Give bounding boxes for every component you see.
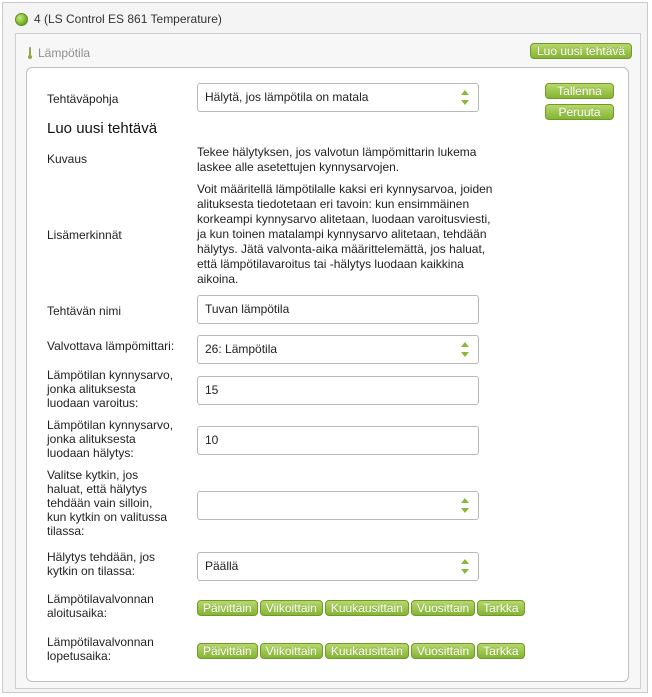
task-form: [26, 67, 629, 682]
temperature-panel: [15, 33, 641, 689]
panel-title-text: Lämpötila: [38, 46, 91, 60]
start-yearly-button[interactable]: Vuosittain: [411, 600, 475, 616]
warning-threshold-label: Lämpötilan kynnysarvo, jonka alituksesta luodaan varoitus:: [47, 368, 174, 410]
thermometer-icon: [28, 47, 32, 59]
device-container: [2, 2, 648, 693]
switch-label: Valitse kytkin, jos haluat, että hälytys tehdään vain silloin, kun kytkin on valitussa tilassa:: [47, 468, 168, 538]
cancel-button[interactable]: Peruuta: [545, 104, 614, 120]
notes-label: Lisämerkinnät: [47, 228, 122, 242]
start-time-buttons: [197, 600, 525, 616]
select-arrows-icon: [461, 342, 470, 358]
end-weekly-button[interactable]: Viikoittain: [260, 643, 323, 659]
new-task-button[interactable]: Luo uusi tehtävä: [530, 43, 632, 59]
switch-select[interactable]: [197, 491, 479, 520]
task-name-label: Tehtävän nimi: [47, 304, 122, 318]
switch-state-label: Hälytys tehdään, jos kytkin on tilassa:: [47, 550, 156, 578]
template-select-value: Hälytä, jos lämpötila on matala: [205, 90, 369, 104]
switch-state-select-value: Päällä: [205, 559, 239, 573]
end-yearly-button[interactable]: Vuosittain: [411, 643, 475, 659]
template-select[interactable]: [197, 83, 479, 112]
sensor-select-value: 26: Lämpötila: [205, 342, 278, 356]
save-button[interactable]: Tallenna: [545, 83, 614, 99]
start-monthly-button[interactable]: Kuukausittain: [325, 600, 409, 616]
start-exact-button[interactable]: Tarkka: [477, 600, 524, 616]
description-label: Kuvaus: [47, 152, 88, 166]
template-label: Tehtäväpohja: [47, 92, 119, 106]
start-time-label: Lämpötilavalvonnan aloitusaika:: [47, 592, 154, 620]
start-weekly-button[interactable]: Viikoittain: [260, 600, 323, 616]
device-title: 4 (LS Control ES 861 Temperature): [34, 12, 222, 26]
device-header: [15, 11, 222, 27]
select-arrows-icon: [461, 498, 470, 514]
status-indicator-icon: [15, 13, 28, 26]
end-daily-button[interactable]: Päivittäin: [197, 643, 258, 659]
form-heading: Luo uusi tehtävä: [47, 120, 158, 137]
panel-title: [28, 46, 90, 60]
description-text: Tekee hälytyksen, jos valvotun lämpömittarin lukema laskee alle asetettujen kynnysarvojen.: [197, 145, 477, 174]
end-monthly-button[interactable]: Kuukausittain: [325, 643, 409, 659]
warning-threshold-input[interactable]: 15: [197, 376, 479, 405]
alarm-threshold-input[interactable]: 10: [197, 426, 479, 455]
end-exact-button[interactable]: Tarkka: [477, 643, 524, 659]
sensor-label: Valvottava lämpömittari:: [47, 339, 175, 353]
task-name-input[interactable]: Tuvan lämpötila: [197, 295, 479, 324]
switch-state-select[interactable]: [197, 552, 479, 581]
start-daily-button[interactable]: Päivittäin: [197, 600, 258, 616]
select-arrows-icon: [461, 559, 470, 575]
end-time-buttons: [197, 643, 525, 659]
alarm-threshold-label: Lämpötilan kynnysarvo, jonka alituksesta luodaan hälytys:: [47, 418, 174, 460]
notes-text: Voit määritellä lämpötilalle kaksi eri kynnysarvoa, joiden alituksesta tiedotetaan eri tavoin: kun ensimmäinen korkeampi kynnysarvo alitetaan, luodaan varoitusviesti, ja kun toinen matalampi kynnysarvo alitetaan, tehdään hälytys. Jätä valvonta-aika määrittelemättä, jos haluat, että lämpötilavaroitus tai -hälytys luodaan kaikkina aikoina.: [197, 182, 493, 286]
end-time-label: Lämpötilavalvonnan lopetusaika:: [47, 635, 154, 663]
select-arrows-icon: [461, 90, 470, 106]
sensor-select[interactable]: [197, 335, 479, 364]
